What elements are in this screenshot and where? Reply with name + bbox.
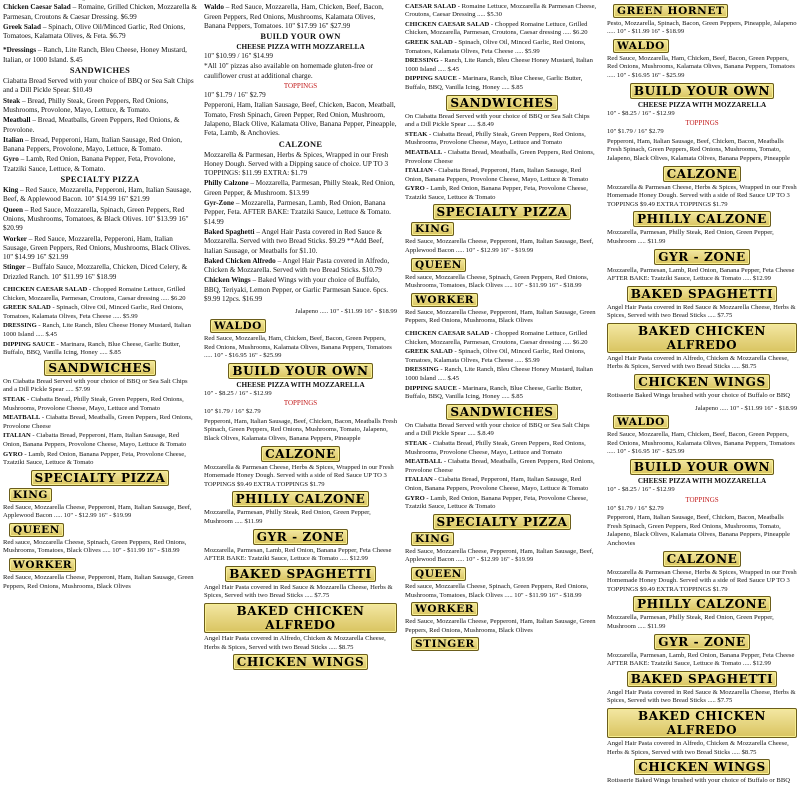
menu-item [607,110,797,119]
menu-item-name: CAESAR SALAD [405,2,457,10]
menu-item-description: Red Sauce, Mozzarella Cheese, Pepperoni, Ham, Italian Sausage, Green Peppers, Red Onions, Mushrooms, Black Olives [405,618,596,634]
menu-item-description: - Marinara, Ranch, Blue Cheese, Garlic Butter, Buffalo, BBQ, Vanilla Icing, Honey ..... $.85 [405,75,583,91]
menu-page-section [607,405,797,786]
section-banner: PHILLY CALZONE [232,491,370,507]
menu-item [405,440,599,457]
menu-item [204,228,397,256]
menu-item-name: *Dressings [3,46,37,55]
menu-item-description: 10" - $8.25 / 16" - $12.99 [204,389,272,397]
menu-item-description: - Ciabatta Bread, Pepperoni, Ham, Italian Sausage, Red Onion, Banana Peppers, Provolone Cheese, Mayo, Lettuce & Tomato [3,432,187,448]
menu-item [204,408,397,417]
menu-item [405,185,599,202]
menu-item-name: DRESSING [405,366,439,374]
menu-item-name: Worker [3,234,27,243]
menu-item-name: ITALIAN [405,167,433,175]
menu-item-description: *All 10" pizzas also available on homemade gluten-free or cauliflower crust at additional charge. [204,62,373,80]
section-banner: BUILD YOUR OWN [630,83,774,99]
menu-item-description: – Bread, Meatballs, Green Peppers, Red Onions, & Provolone. [3,116,180,134]
menu-item-description: - Marinara, Ranch, Blue Cheese, Garlic Butter, Buffalo, BBQ, Vanilla Icing, Honey ..... $.85 [3,340,181,357]
menu-item-description: - Ranch, Lite Ranch, Bleu Cheese Honey Mustard, Italian 1000 Island ..... $.45 [405,57,593,73]
menu-item [204,584,397,601]
menu-item-name: ITALIAN [405,476,433,484]
menu-item-description: – Mozzarella, Parmesan, Philly Steak, Red Onion, Green Pepper, & Mushroom. $13.99 [204,179,395,197]
menu-item-description: 10" $1.79 / 16" $2.79 [204,91,266,100]
menu-item [3,46,197,65]
menu-item-description: Red Sauce, Mozzarella Cheese, Pepperoni, Ham, Italian Sausage, Beef, Applewood Bacon ..... 10" - $12.99 16" - $19.99 [405,547,594,564]
section-heading: SANDWICHES [69,66,131,76]
menu-item [3,186,197,205]
section-banner: WALDO [613,415,669,429]
menu-item [607,184,797,210]
menu-item-description: - Spinach, Olive Oil, Minced Garlic, Red Onions, Tomatoes, Kalamata Olives, Feta Cheese ..... $5.99 [405,38,586,55]
menu-item-description: Angel Hair Pasta covered in Alfredo, Chicken & Mozzarella Cheese, Herbs & Spices, Served with two Bread Sticks ..... $8.75 [204,635,386,651]
menu-item-description: - Ciabatta Bread, Philly Steak, Green Peppers, Red Onions, Mushrooms, Provolone Cheese, Mayo, Lettuce and Tomato [405,130,586,147]
section-banner: CALZONE [663,551,742,567]
menu-item [3,378,197,395]
menu-item [3,136,197,155]
menu-item [204,62,397,81]
menu-item-description: 10" - $8.25 / 16" - $12.99 [607,486,675,494]
menu-item [204,276,397,304]
menu-item [3,396,197,413]
menu-item-name: DIPPING SAUCE [405,384,457,392]
menu-item [3,341,197,358]
menu-item [405,385,599,402]
menu-item [204,335,397,361]
menu-item-description: Mozzarella & Parmesan Cheese, Herbs & Spices, Wrapped in our Fresh Homemade Honey Dough. Served with a side of Red Sauce UP TO 3 TOPPINGS $9.49 EXTRA TOPPINGS $1.79 [607,568,797,593]
menu-item-description: – Bread, Philly Steak, Green Peppers, Red Onions, Mushrooms, Provolone, Mayo, Lettuce, & Tomato. [3,96,169,114]
menu-item [405,75,599,92]
menu-item [204,308,397,317]
menu-item-description: 10" $1.79 / 16" $2.79 [607,128,664,136]
section-banner: SPECIALTY PIZZA [433,514,572,530]
menu-item [204,52,397,61]
menu-item [3,574,197,591]
menu-item [3,116,197,135]
menu-item-description: - Lamb, Red Onion, Banana Pepper, Feta, Provolone Cheese, Tzatziki Sauce, Lettuce & Tomato [3,450,186,467]
menu-item [3,263,197,282]
menu-item-description: – Baked Wings with your choice of Buffalo, BBQ, Teriyaki, Lemon Pepper, or Garlic Parmesan Sauce. 6pcs. $9.99 12pcs. $16.99 [204,276,389,304]
menu-item-description: Mozzarella, Parmesan, Philly Steak, Red Onion, Green Pepper, Mushroom ..... $11.99 [607,614,774,630]
menu-item [204,257,397,276]
menu-item [204,101,397,138]
menu-item-name: MEATBALL [405,148,443,156]
menu-item-description: Pesto, Mozzarella, Spinach, Bacon, Green Peppers, Pineapple, Jalapeno ..... 10" - $11.99 16" - $18.99 [607,19,797,36]
menu-item [3,23,197,42]
menu-item [3,414,197,431]
menu-item-description: - Chopped Romaine Lettuce, Grilled Chicken, Mozzarella, Parmesan, Croutons, Caesar dressing ..... $6.20 [3,286,186,302]
menu-item-name: Italian [3,135,24,144]
menu-item-description: - Ciabatta Bread, Pepperoni, Ham, Italian Sausage, Red Onion, Banana Peppers, Provolone Cheese, Mayo, Lettuce & Tomato [405,167,589,183]
menu-item-description: - Ciabatta Bread, Meatballs, Green Peppers, Red Onions, Provolone Cheese [3,414,193,430]
section-banner: WALDO [613,39,669,53]
section-banner: CHICKEN WINGS [233,654,369,670]
menu-item-description: – Bread, Pepperoni, Ham, Italian Sausage, Red Onion, Banana Peppers, Provolone, Mayo, Lettuce, & Tomato. [3,135,183,154]
menu-item-description: – Romaine, Grilled Chicken, Mozzarella & Parmesan, Croutons & Caesar Dressing. $6.99 [3,3,197,21]
menu-item-name: ITALIAN [3,432,31,440]
menu-item-description [3,0,105,1]
menu-item [607,392,797,401]
menu-item [405,348,599,365]
menu-item [607,514,797,548]
menu-item-description: On Ciabatta Bread Served with your choice of BBQ or Sea Salt Chips and a Dill Pickle Spear ..... $.8.49 [405,112,590,129]
menu-item [405,0,599,2]
menu-item [607,405,797,414]
section-banner: SANDWICHES [44,360,155,376]
menu-item [3,304,197,321]
menu-item-description: Red sauce, Mozzarella Cheese, Spinach, Green Peppers, Red Onions, Mushrooms, Tomatoes, Black Olives ..... 10" - $11.99 16" - $18.99 [405,582,589,599]
section-banner: GYR - ZONE [253,529,348,545]
menu-item [607,128,797,137]
section-banner: KING [9,488,52,502]
menu-item [3,97,197,116]
menu-item-description [204,0,269,1]
menu-item-name: GYRO [405,494,425,502]
section-banner: SPECIALTY PIZZA [433,204,572,220]
menu-item-description: – Lamb, Red Onion, Banana Pepper, Feta, Provolone, Tzatziki Sauce, Lettuce, & Tomato. [3,155,176,173]
section-banner: PHILLY CALZONE [633,211,771,227]
menu-item [3,322,197,339]
menu-item-description: Mozzarella, Parmesan, Lamb, Red Onion, Banana Pepper, Feta Cheese AFTER BAKE: Tzatziki Sauce, Lettuce & Tomato ..... $12.99 [204,546,392,563]
menu-item-name: Philly Calzone [204,179,249,188]
menu-item [204,547,397,564]
menu-item [405,131,599,148]
menu-item-name: STEAK [405,439,428,447]
menu-item [607,486,797,495]
menu-item-description: Mozzarella & Parmesan Cheese, Herbs & Spices, Wrapped in our Fresh Homemade Honey Dough. Served with a side of Red Sauce UP TO 3 TOPPINGS $9.49 EXTRA TOPPINGS $1.79 [607,183,797,208]
menu-item [405,330,599,347]
menu-item [204,635,397,652]
menu-item-description: Red Sauce, Mozzarella Cheese, Pepperoni, Ham, Italian Sausage, Beef, Applewood Bacon ..... 10" - $12.99 16" - $19.99 [3,503,192,520]
menu-item-description: – Buffalo Sauce, Mozzarella, Chicken, Diced Celery, & Drizzled Ranch. 10" $11.99 16" $18.99 [3,263,188,281]
menu-item [607,229,797,246]
menu-item [405,21,599,38]
menu-page-section [405,330,599,651]
menu-item-name: Baked Spaghetti [204,227,255,236]
menu-item-name: Chicken Caesar Salad [3,3,71,12]
menu-item [607,0,797,2]
menu-item-description: Pepperoni, Ham, Italian Sausage, Beef, Chicken, Bacon, Meatballs Fresh Spinach, Green Peppers, Red Onions, Mushrooms, Tomato, Jalapeno, Black Olives, Kalamata Olives, Banana Peppers, Pineapple [204,417,397,443]
menu-item-name: CHICKEN CAESAR SALAD [3,286,88,294]
menu-column-2 [201,0,400,670]
menu-item-description: – Ranch, Lite Ranch, Bleu Cheese, Honey Mustard, Italian, or 1000 Island. $.45 [3,46,187,64]
menu-item [405,618,599,635]
menu-item-name: DRESSING [405,57,439,65]
section-heading: BUILD YOUR OWN [260,32,341,42]
menu-item-description: - Chopped Romaine Lettuce, Grilled Chicken, Mozzarella, Parmesan, Croutons, Caesar dressing ..... $6.20 [405,20,588,37]
menu-item-name: GYRO [405,185,425,193]
menu-item-description: On Ciabatta Bread Served with your choice of BBQ or Sea Salt Chips and a Dill Pickle Spear ..... $7.99 [3,377,188,394]
toppings-label: TOPPINGS [685,119,719,128]
section-subheading: CHEESE PIZZA WITH MOZZARELLA [637,477,767,486]
section-banner: PHILLY CALZONE [633,596,771,612]
menu-item-description: Red sauce, Mozzarella Cheese, Spinach, Green Peppers, Red Onions, Mushrooms, Tomatoes, Black Olives ..... 10" - $11.99 16" - $18.99 [405,273,589,290]
menu-item-name: Baked Chicken Alfredo [204,256,276,265]
section-subheading: CHEESE PIZZA WITH MOZZARELLA [236,43,365,52]
menu-item [405,458,599,475]
menu-item-description: Angel Hair Pasta covered in Red Sauce & Mozzarella Cheese, Herbs & Spices, Served with two Bread Sticks ..... $7.75 [607,688,796,705]
section-banner: SANDWICHES [446,95,557,111]
menu-item-description: - Ranch, Lite Ranch, Bleu Cheese Honey Mustard, Italian 1000 Island ..... $.45 [3,322,191,338]
menu-item-description: Pepperoni, Ham, Italian Sausage, Beef, Chicken, Bacon, Meatball, Tomato, Fresh Spinach, Green Pepper, Red Onion, Mushroom, Jalapeno, Black Olive, Kalamata Olive, Banana Pepper, Pineapple, Feta, Lamb, & Anchovies. [204,101,397,138]
section-banner: BUILD YOUR OWN [228,363,372,379]
section-banner: BAKED CHICKEN ALFREDO [607,323,797,353]
menu-item-name: DRESSING [3,322,37,330]
menu-item [607,55,797,81]
menu-item-description: Angel Hair Pasta covered in Red Sauce & Mozzarella Cheese, Herbs & Spices, Served with two Bread Sticks ..... $7.75 [607,303,796,320]
menu-item [204,151,397,179]
menu-item-description: - Romaine Lettuce, Mozzarella & Parmesan Cheese, Croutons, Caesar Dressing ..... $5.30 [405,2,597,19]
menu-item-description: – Red Sauce, Mozzarella, Ham, Chicken, Beef, Bacon, Green Peppers, Red Onions, Mushrooms, Kalamata Olives, Banana Peppers, Tomatoes. 10" $17.99 16" $27.99 [204,3,384,30]
menu-item-description: Red Sauce, Mozzarella Cheese, Pepperoni, Ham, Italian Sausage, Green Peppers, Red Onions, Mushrooms, Black Olives [405,308,596,325]
section-banner: STINGER [411,637,479,651]
menu-item [405,422,599,439]
menu-item-description: – Red Sauce, Mozzarella, Spinach, Green Peppers, Red Onions, Mushrooms, Tomatoes, & Black Olives. 10" $13.99 16" $20.99 [3,205,189,233]
menu-item-description: - Ranch, Lite Ranch, Bleu Cheese Honey Mustard, Italian 1000 Island ..... $.45 [405,366,593,382]
toppings-label: TOPPINGS [283,82,318,91]
menu-item [204,179,397,198]
menu-item-description: Angel Hair Pasta covered in Alfredo, Chicken & Mozzarella Cheese, Herbs & Spices, Served with two Bread Sticks ..... $8.75 [607,739,789,756]
menu-item-name: Chicken Wings [204,276,251,285]
menu-item [607,267,797,284]
menu-item-name: Stinger [3,263,26,272]
menu-item-description: Red Sauce, Mozzarella, Ham, Chicken, Beef, Bacon, Green Peppers, Red Onions, Mushrooms, Kalamata Olives, Banana Peppers, Tomatoes ..... 10" - $16.95 16" - $25.99 [607,431,795,456]
menu-item-name: CHICKEN CAESAR SALAD [405,20,490,28]
menu-page-section [204,0,397,304]
section-banner: CHICKEN WINGS [634,759,770,775]
menu-item-description: Mozzarella, Parmesan, Philly Steak, Red Onion, Green Pepper, Mushroom ..... $11.99 [204,509,371,526]
menu-item [405,495,599,512]
section-banner: WORKER [9,558,76,572]
section-subheading: CHEESE PIZZA WITH MOZZARELLA [236,380,365,389]
menu-item [3,206,197,234]
menu-item-description: – Red Sauce, Mozzarella, Pepperoni, Ham, Italian Sausage, Beef, & Applewood Bacon. 10" $14.99 16" $21.99 [3,186,192,204]
menu-item-description: Mozzarella, Parmesan, Lamb, Red Onion, Banana Pepper, Feta Cheese AFTER BAKE: Tzatziki Sauce, Lettuce & Tomato ..... $12.99 [607,651,795,668]
menu-item-name: MEATBALL [405,458,443,466]
section-banner: SPECIALTY PIZZA [31,470,170,486]
menu-item-description: Mozzarella & Parmesan, Herbs & Spices, Wrapped in our Fresh Honey Dough. Served with a Dipping sauce of choice. UP TO 3 TOPPINGS: $11.99 EXTRA: $1.79 [204,150,389,178]
menu-item [607,304,797,321]
section-heading: CALZONE [278,139,323,149]
menu-item [607,652,797,669]
menu-item-description: - Lamb, Red Onion, Banana Pepper, Feta, Provolone Cheese, Tzatziki Sauce, Lettuce & Tomato [405,494,588,511]
menu-item [405,548,599,565]
menu-item-description: 10" - $8.25 / 16" - $12.99 [607,109,675,117]
section-banner: WORKER [411,602,478,616]
menu-item-description: Pepperoni, Ham, Italian Sausage, Beef, Chicken, Bacon, Meatballs Fresh Spinach, Green Peppers, Red Onions, Mushrooms, Tomato, Jalapeno, Black Olives, Kalamata Olives, Banana Peppers, Pineapple [607,137,790,162]
section-banner: SANDWICHES [446,404,557,420]
menu-item [405,39,599,56]
menu-item [3,3,197,22]
menu-item [405,57,599,74]
menu-column-1 [0,0,200,600]
menu-page-section [405,0,599,326]
menu-item-name: DIPPING SAUCE [3,340,55,348]
menu-item-name: Steak [3,96,21,105]
menu-item [3,451,197,468]
menu-item-description: - Ciabatta Bread, Meatballs, Green Peppers, Red Onions, Provolone Cheese [405,148,595,165]
section-banner: QUEEN [9,523,64,537]
menu-page-section [3,286,197,591]
menu-item-description: Red Sauce, Mozzarella, Ham, Chicken, Beef, Bacon, Green Peppers, Red Onions, Mushrooms, Kalamata Olives, Banana Peppers, Tomatoes ..... 10" - $16.95 16" - $25.99 [204,334,392,360]
section-banner: QUEEN [411,258,466,272]
menu-item [3,539,197,556]
section-heading: SPECIALTY PIZZA [60,175,140,185]
menu-item-name: CHICKEN CAESAR SALAD [405,330,490,338]
menu-item-description: Red Sauce, Mozzarella Cheese, Pepperoni, Ham, Italian Sausage, Green Peppers, Red Onions, Mushrooms, Black Olives [3,574,194,590]
menu-item-description: Red sauce, Mozzarella Cheese, Spinach, Green Peppers, Red Onions, Mushrooms, Tomatoes, Black Olives ..... 10" - $11.99 16" - $18.99 [3,538,187,555]
toppings-label: TOPPINGS [283,399,318,408]
section-banner: KING [411,532,454,546]
menu-item [607,355,797,372]
menu-item [204,464,397,490]
menu-item [607,777,797,786]
menu-item-name: King [3,186,19,195]
section-banner: GREEN HORNET [613,4,728,18]
menu-item-description: - Spinach, Olive Oil, Minced Garlic, Red Onions, Tomatoes, Kalamata Olives, Feta Cheese ..... $5.99 [3,304,184,320]
menu-item [204,509,397,526]
menu-item-name: Queen [3,205,23,214]
menu-item [3,77,197,96]
section-banner: BAKED CHICKEN ALFREDO [204,603,397,633]
menu-item [607,569,797,595]
menu-item [3,504,197,521]
menu-item-name: STEAK [3,395,26,403]
section-banner: BAKED CHICKEN ALFREDO [607,708,797,738]
menu-item [405,149,599,166]
menu-item [204,390,397,399]
menu-item [204,91,397,100]
menu-item-description: Angel Hair Pasta covered in Alfredo, Chicken & Mozzarella Cheese, Herbs & Spices, Served with two Bread Sticks ..... $8.75 [607,354,789,371]
menu-item [405,113,599,130]
menu-item-name: GREEK SALAD [3,304,51,312]
menu-item [405,3,599,20]
menu-item-name: GREEK SALAD [405,38,453,46]
menu-item-description: - Ciabatta Bread, Philly Steak, Green Peppers, Red Onions, Mushrooms, Provolone Cheese, Mayo, Lettuce and Tomato [3,395,184,412]
menu-item [204,199,397,227]
menu-item-name: Greek Salad [3,22,42,31]
menu-item-description: – Red Sauce, Mozzarella, Pepperoni, Ham, Italian Sausage, Green Peppers, Red Onions, Mushrooms, Black Olives. 10" $14.99 16" $21.99 [3,234,191,262]
menu-item-description: – Spinach, Olive Oil/Minced Garlic, Red Onions, Tomatoes, Kalamata Olives, & Feta. $6.79 [3,22,186,41]
menu-page-section [204,308,397,670]
menu-item-description: On Ciabatta Bread Served with your choice of BBQ or Sea Salt Chips and a Dill Pickle Spear ..... $.8.49 [405,421,590,438]
menu-item-description: - Ciabatta Bread, Philly Steak, Green Peppers, Red Onions, Mushrooms, Provolone Cheese, Mayo, Lettuce and Tomato [405,439,586,456]
menu-page-section [607,0,797,401]
menu-item-description: Mozzarella & Parmesan Cheese, Herbs & Spices, Wrapped in our Fresh Homemade Honey Dough. Served with a side of Red Sauce UP TO 3 TOPPINGS $9.49 EXTRA TOPPINGS $1.79 [204,463,394,488]
menu-item [204,0,397,2]
menu-item-description: Mozzarella, Parmesan, Philly Steak, Red Onion, Green Pepper, Mushroom ..... $11.99 [607,229,774,245]
menu-item-description: – Angel Hair Pasta covered in Red Sauce & Mozzarella. Served with two Bread Sticks. $9.29 **Add Beef, Italian Sausage, or Meatballs for $1.10. [204,227,384,255]
section-banner: CHICKEN WINGS [634,374,770,390]
menu-item-name: GREEK SALAD [405,348,453,356]
menu-item [405,167,599,184]
menu-item-description: - Chopped Romaine Lettuce, Grilled Chicken, Mozzarella, Parmesan, Croutons, Caesar dressing ..... $6.20 [405,330,588,346]
section-banner: QUEEN [411,567,466,581]
menu-item-description: Ciabatta Bread Served with your choice of BBQ or Sea Salt Chips and a Dill Pickle Spear. $10.49 [3,77,194,95]
menu-item-description: - Ciabatta Bread, Pepperoni, Ham, Italian Sausage, Red Onion, Banana Peppers, Provolone Cheese, Mayo, Lettuce & Tomato [405,476,589,492]
menu-item-description: 10" $10.99 / 16" $14.99 [204,52,273,61]
menu-item [607,431,797,457]
menu-item [204,3,397,31]
menu-item [405,583,599,600]
menu-item-description: – Mozzarella, Parmesan, Lamb, Red Onion, Banana Pepper, Feta. AFTER BAKE: Tzatziki Sauce, Lettuce & Tomato. $14.99 [204,199,391,226]
menu-item-description: - Spinach, Olive Oil, Minced Garlic, Red Onions, Tomatoes, Kalamata Olives, Feta Cheese ..... $5.99 [405,348,586,364]
menu-item [3,432,197,449]
menu-item [405,274,599,291]
section-banner: BAKED SPAGHETTI [627,671,778,687]
menu-item-description: - Marinara, Ranch, Blue Cheese, Garlic Butter, Buffalo, BBQ, Vanilla Icing, Honey ..... $.85 [405,384,583,401]
menu-item-description: Mozzarella, Parmesan, Lamb, Red Onion, Banana Pepper, Feta Cheese AFTER BAKE: Tzatziki Sauce, Lettuce & Tomato ..... $12.99 [607,266,795,283]
section-banner: BUILD YOUR OWN [630,459,774,475]
menu-item [607,689,797,706]
menu-item-name: Gyr-Zone [204,199,235,208]
menu-item-description: Pepperoni, Ham, Italian Sausage, Beef, Chicken, Bacon, Meatballs Fresh Spinach, Green Peppers, Red Onions, Mushrooms, Tomato, Jalapeno, Black Olives, Kalamata Olives, Banana Peppers, Pineapple Anchovies [607,514,790,547]
menu-item [405,238,599,255]
menu-item-name: Waldo [204,3,224,12]
section-banner: CALZONE [663,166,742,182]
menu-item [3,155,197,174]
menu-item-description: 10" $1.79 / 16" $2.79 [204,408,261,416]
section-banner: BAKED SPAGHETTI [225,566,376,582]
menu-column-3 [402,0,602,651]
menu-item-description: Red Sauce, Mozzarella Cheese, Pepperoni, Ham, Italian Sausage, Beef, Applewood Bacon ..... 10" - $12.99 16" - $19.99 [405,238,594,255]
menu-item-description: Angel Hair Pasta covered in Red Sauce & Mozzarella Cheese, Herbs & Spices, Served with two Bread Sticks ..... $7.75 [204,583,393,600]
section-banner: KING [411,222,454,236]
menu-item [405,476,599,493]
section-banner: CALZONE [261,446,340,462]
menu-item [607,20,797,37]
menu-item [405,366,599,383]
menu-item [607,138,797,164]
menu-item-description: Rotisserie Baked Wings brushed with your choice of Buffalo or BBQ [607,392,790,400]
menu-item [607,740,797,757]
menu-item [204,418,397,444]
menu-item [607,614,797,631]
menu-item-name: MEATBALL [3,414,41,422]
section-banner: GYR - ZONE [654,249,749,265]
section-banner: WORKER [411,293,478,307]
menu-item-description: – Angel Hair Pasta covered in Alfredo, Chicken & Mozzarella. Served with two Bread Sticks. $10.79 [204,256,390,275]
menu-item-name: Gyro [3,155,19,164]
menu-item-description: 10" $1.79 / 16" $2.79 [607,504,664,512]
menu-item-description: - Lamb, Red Onion, Banana Pepper, Feta, Provolone Cheese, Tzatziki Sauce, Lettuce & Tomato [405,185,588,201]
section-banner: WALDO [210,319,266,333]
menu-item-description: - Ciabatta Bread, Meatballs, Green Peppers, Red Onions, Provolone Cheese [405,458,595,474]
menu-item-name: GYRO [3,450,23,458]
menu-item-description: Rotisserie Baked Wings brushed with your choice of Buffalo or BBQ [607,777,790,785]
menu-item-name: Meatball [3,116,31,125]
menu-item-name: DIPPING SAUCE [405,75,457,83]
menu-item [3,235,197,263]
section-banner: GYR - ZONE [654,634,749,650]
toppings-label: TOPPINGS [685,495,719,504]
menu-item-name: STEAK [405,130,428,138]
menu-item-description: Jalapeno ..... 10" - $11.99 16" - $18.99 [295,308,397,316]
menu-item [3,286,197,303]
menu-column-4 [604,0,800,785]
menu-item-description: Jalapeno ..... 10" - $11.99 16" - $18.99 [695,404,797,412]
menu-page-section [3,0,197,282]
section-subheading: CHEESE PIZZA WITH MOZZARELLA [637,100,767,109]
section-banner: BAKED SPAGHETTI [627,286,778,302]
menu-item-description: Red Sauce, Mozzarella, Ham, Chicken, Beef, Bacon, Green Peppers, Red Onions, Mushrooms, Kalamata Olives, Banana Peppers, Tomatoes ..... 10" - $16.95 16" - $25.99 [607,54,795,79]
menu-item [607,505,797,514]
menu-item [405,309,599,326]
menu-item [3,0,197,2]
